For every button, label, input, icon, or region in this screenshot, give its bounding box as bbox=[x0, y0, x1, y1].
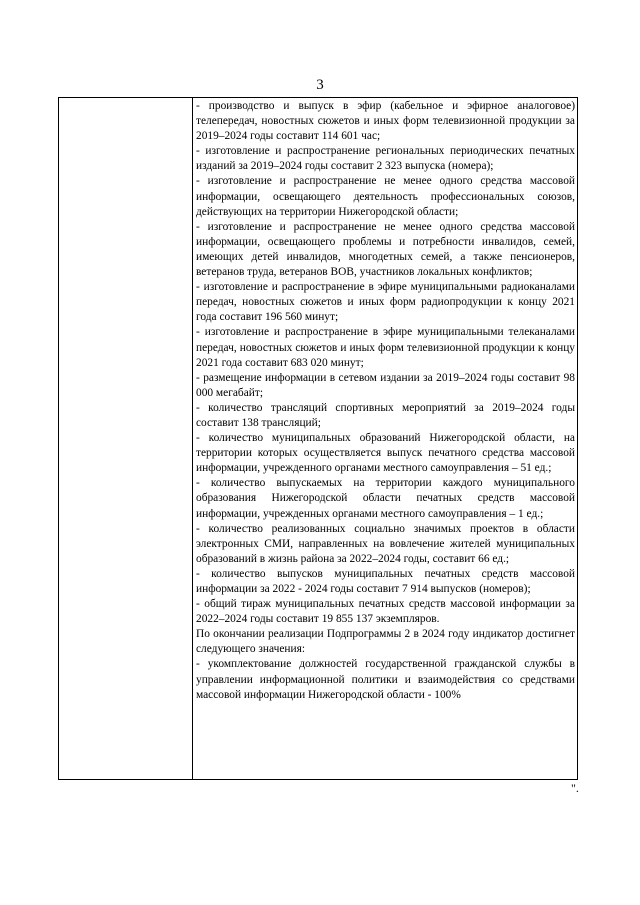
page-number: 3 bbox=[316, 77, 324, 93]
indicator-paragraph: - количество реализованных социально значимых проектов в области электронных СМИ, направленных на вовлечение жителей муниципальных образований в жизнь района за 2022–2024 годы, составит 66 ед.; bbox=[196, 522, 575, 565]
indicator-paragraph: - изготовление и распространение в эфире муниципальными телеканалами передач, новостных сюжетов и иных форм телевизионной продукции к концу 2021 года составит 683 020 минут; bbox=[196, 326, 575, 369]
indicator-paragraph: - изготовление и распространение региональных периодических печатных изданий за 2019–2024 годы составит 2 323 выпуска (номера); bbox=[196, 145, 575, 173]
indicator-paragraph: - количество выпускаемых на территории каждого муниципального образования Нижегородской области печатных средств массовой информации, учрежденных органами местного самоуправления – 1 ед.; bbox=[196, 477, 575, 520]
closing-quote: ". bbox=[571, 781, 579, 795]
document-table bbox=[58, 97, 578, 780]
indicator-paragraph: - количество муниципальных образований Нижегородской области, на территории которых осуществляется выпуск печатного средства массовой информации, учрежденного органами местного самоуправления – 51 ед.; bbox=[196, 432, 575, 475]
table-left-cell bbox=[59, 98, 193, 779]
indicator-paragraph: - общий тираж муниципальных печатных средств массовой информации за 2022–2024 годы составит 19 855 137 экземпляров. bbox=[196, 598, 575, 626]
indicator-paragraph: - изготовление и распространение не менее одного средства массовой информации, освещающего деятельность профессиональных союзов, действующих на территории Нижегородской области; bbox=[196, 175, 575, 218]
indicator-paragraph: - изготовление и распространение в эфире муниципальными радиоканалами передач, новостных сюжетов и иных форм радиопродукции к концу 2021 года составит 196 560 минут; bbox=[196, 281, 575, 324]
indicator-paragraph: - количество выпусков муниципальных печатных средств массовой информации за 2022 - 2024 годы составит 7 914 выпусков (номеров); bbox=[196, 567, 575, 595]
table-right-cell bbox=[193, 98, 577, 779]
indicator-paragraph: - производство и выпуск в эфир (кабельное и эфирное аналоговое) телепередач, новостных сюжетов и иных форм телевизионной продукции за 2019–2024 годы составит 114 601 час; bbox=[196, 100, 575, 143]
indicator-paragraph: - количество трансляций спортивных мероприятий за 2019–2024 годы составит 138 трансляций; bbox=[196, 401, 575, 429]
indicator-paragraph: - размещение информации в сетевом издании за 2019–2024 годы составит 98 000 мегабайт; bbox=[196, 371, 575, 399]
final-indicator-paragraph: - укомплектование должностей государственной гражданской службы в управлении информационной политики и взаимодействия со средствами массовой информации Нижегородской области - 100% bbox=[196, 658, 575, 701]
indicator-paragraph: - изготовление и распространение не менее одного средства массовой информации, освещающего проблемы и потребности инвалидов, семей, имеющих детей инвалидов, многодетных семей, а также пенсионеров, ветеранов труда, ветеранов ВОВ, участников локальных конфликтов; bbox=[196, 220, 575, 279]
summary-paragraph: По окончании реализации Подпрограммы 2 в 2024 году индикатор достигнет следующего значения: bbox=[196, 628, 575, 656]
